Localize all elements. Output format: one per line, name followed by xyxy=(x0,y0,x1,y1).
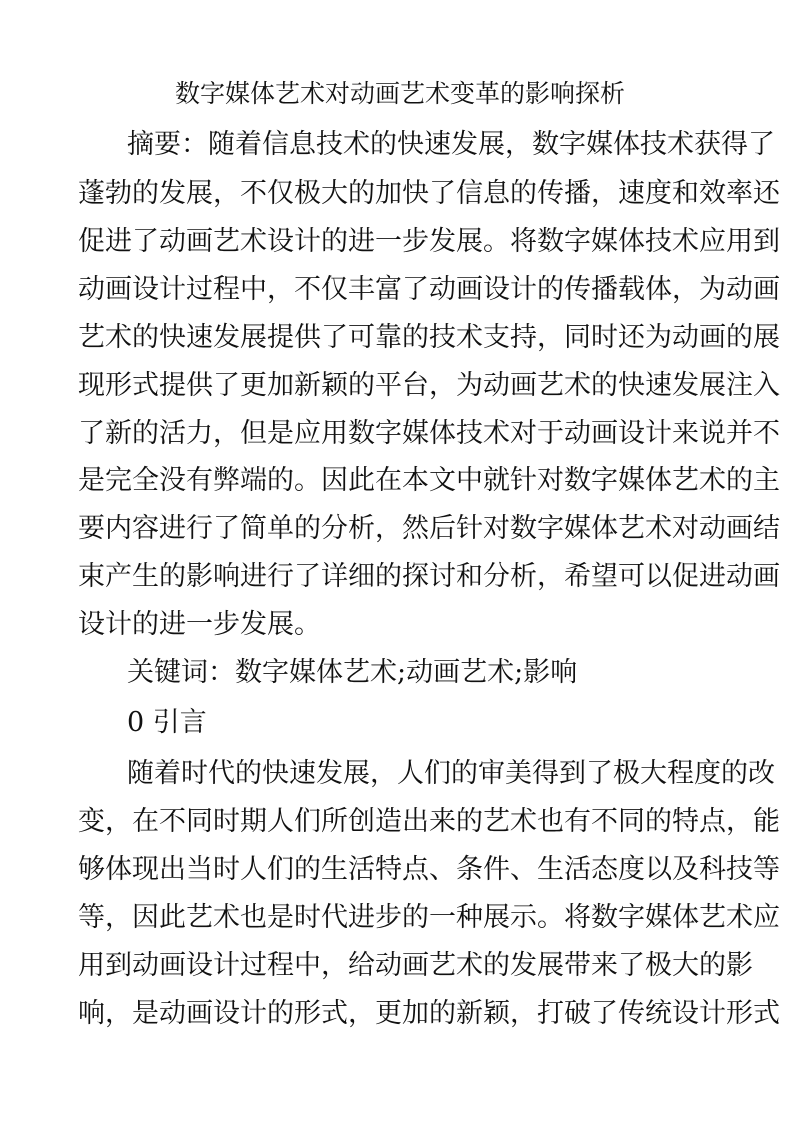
abstract-line: 艺术的快速发展提供了可靠的技术支持，同时还为动画的展 xyxy=(78,322,780,353)
keywords-line: 关键词：数字媒体艺术;动画艺术;影响 xyxy=(127,657,578,688)
intro-line: 够体现出当时人们的生活特点、条件、生活态度以及科技等 xyxy=(78,854,780,885)
intro-line: 用到动画设计过程中，给动画艺术的发展带来了极大的影 xyxy=(78,950,753,981)
abstract-line: 了新的活力，但是应用数字媒体技术对于动画设计来说并不 xyxy=(78,418,780,449)
abstract-line: 促进了动画艺术设计的进一步发展。将数字媒体技术应用到 xyxy=(78,226,780,257)
abstract-line: 束产生的影响进行了详细的探讨和分析，希望可以促进动画 xyxy=(78,561,780,592)
abstract-line: 蓬勃的发展，不仅极大的加快了信息的传播，速度和效率还 xyxy=(78,178,780,209)
abstract-line: 是完全没有弊端的。因此在本文中就针对数字媒体艺术的主 xyxy=(78,465,780,496)
abstract-line: 要内容进行了简单的分析，然后针对数字媒体艺术对动画结 xyxy=(78,513,780,544)
abstract-line: 摘要：随着信息技术的快速发展，数字媒体技术获得了 xyxy=(127,129,775,160)
section-heading: 0 引言 xyxy=(127,707,207,738)
intro-line: 变，在不同时期人们所创造出来的艺术也有不同的特点，能 xyxy=(78,806,780,837)
intro-line: 响，是动画设计的形式，更加的新颖，打破了传统设计形式 xyxy=(78,998,780,1029)
abstract-line: 现形式提供了更加新颖的平台，为动画艺术的快速发展注入 xyxy=(78,370,780,401)
abstract-line: 动画设计过程中，不仅丰富了动画设计的传播载体，为动画 xyxy=(78,274,780,305)
intro-line: 等，因此艺术也是时代进步的一种展示。将数字媒体艺术应 xyxy=(78,902,780,933)
abstract-line: 设计的进一步发展。 xyxy=(78,609,321,640)
intro-line: 随着时代的快速发展，人们的审美得到了极大程度的改 xyxy=(127,758,775,789)
document-title: 数字媒体艺术对动画艺术变革的影响探析 xyxy=(174,79,625,108)
